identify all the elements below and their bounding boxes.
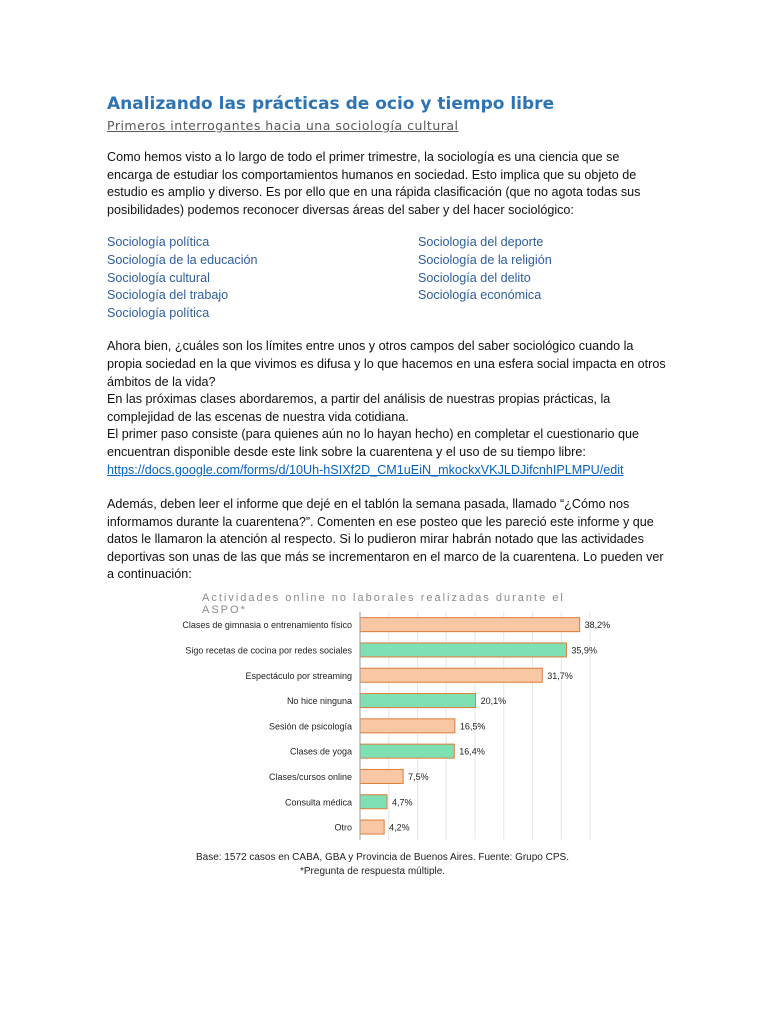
area-item: Sociología política bbox=[107, 235, 210, 250]
category-label: Otro bbox=[334, 822, 352, 833]
area-item: Sociología del trabajo bbox=[107, 288, 229, 303]
document-content bbox=[107, 93, 667, 584]
category-label: Consulta médica bbox=[284, 797, 352, 808]
value-label: 16,5% bbox=[459, 721, 486, 732]
limits-section bbox=[107, 338, 667, 479]
document-subtitle: Primeros interrogantes hacia una sociología cultural bbox=[107, 118, 459, 133]
form-link[interactable]: https://docs.google.com/forms/d/10Uh-hSIXf2D_CM1uEiN_mkockxVKJLDJifcnhIPLMPU/edit bbox=[107, 462, 624, 477]
value-label: 38,2% bbox=[584, 620, 611, 631]
value-label: 7,5% bbox=[408, 771, 429, 782]
value-label: 4,7% bbox=[392, 797, 413, 808]
category-label: Clases de gimnasia o entrenamiento físico bbox=[182, 620, 352, 631]
document-title: Analizando las prácticas de ocio y tiempo libre bbox=[107, 94, 555, 114]
chart-title: Actividades online no laborales realizadas durante el ASPO* bbox=[202, 592, 565, 616]
first-step-paragraph: El primer paso consiste (para quienes aún no lo hayan hecho) en completar el cuestionario que encuentran disponible desde este link sobre la cuarentena y el uso de su tiempo libre: bbox=[107, 427, 640, 459]
bar bbox=[360, 769, 403, 783]
category-label: Sesión de psicología bbox=[268, 721, 352, 732]
value-label: 35,9% bbox=[571, 645, 597, 656]
bar bbox=[360, 820, 384, 834]
bar bbox=[360, 668, 542, 682]
activities-bar-chart bbox=[160, 590, 611, 885]
category-label: Sigo recetas de cocina por redes sociales bbox=[185, 645, 352, 656]
category-label: No hice ninguna bbox=[286, 696, 352, 707]
value-label: 31,7% bbox=[547, 670, 573, 681]
category-label: Clases/cursos online bbox=[268, 771, 352, 782]
area-item: Sociología de la educación bbox=[107, 252, 258, 267]
area-item: Sociología del delito bbox=[418, 270, 531, 285]
area-item: Sociología del deporte bbox=[418, 235, 544, 250]
next-classes-paragraph: En las próximas clases abordaremos, a partir del análisis de nuestras propias prácticas, la complejidad de las escenas de nuestra vida cotidiana. bbox=[107, 392, 611, 424]
value-label: 4,2% bbox=[389, 822, 410, 833]
value-label: 20,1% bbox=[480, 696, 507, 707]
bar bbox=[360, 694, 476, 708]
chart-note: *Pregunta de respuesta múltiple. bbox=[300, 866, 446, 877]
area-item: Sociología política bbox=[107, 305, 210, 320]
bar bbox=[360, 719, 455, 733]
area-item: Sociología de la religión bbox=[418, 252, 552, 267]
bar bbox=[360, 744, 454, 758]
sociology-areas-list bbox=[107, 234, 667, 322]
value-label: 16,4% bbox=[459, 746, 485, 757]
bar bbox=[360, 618, 580, 632]
category-label: Clases de yoga bbox=[289, 746, 352, 757]
area-item: Sociología cultural bbox=[107, 270, 210, 285]
chart-plot bbox=[160, 590, 611, 850]
bar bbox=[360, 643, 566, 657]
chart-source: Base: 1572 casos en CABA, GBA y Provincia de Buenos Aires. Fuente: Grupo CPS. bbox=[196, 852, 569, 863]
area-item: Sociología económica bbox=[418, 288, 542, 303]
intro-paragraph: Como hemos visto a lo largo de todo el primer trimestre, la sociología es una ciencia que se encarga de estudiar los comportamientos humanos en sociedad. Esto implica que su objeto de estudio es amplio y diverso. Es por ello que en una rápida clasificación (que no agota todas sus posibilidades) podemos reconocer diversas áreas del saber y del hacer sociológico: bbox=[107, 150, 641, 217]
category-label: Espectáculo por streaming bbox=[245, 670, 352, 681]
bar bbox=[360, 795, 387, 809]
areas-left-column bbox=[107, 234, 418, 322]
report-paragraph: Además, deben leer el informe que dejé en el tablón la semana pasada, llamado “¿Cómo nos informamos durante la cuarentena?”. Comenten en ese posteo que les pareció este informe y que datos le llamaron la atención al respecto. Si lo pudieron mirar habrán notado que las actividades deportivas son unas de las que más se incrementaron en el marco de la cuarentena. Lo pueden ver a continuación: bbox=[107, 497, 664, 582]
limits-paragraph: Ahora bien, ¿cuáles son los límites entre unos y otros campos del saber sociológico cuando la propia sociedad en la que vivimos es difusa y lo que hacemos en una esfera social impacta en otros ámbitos de la vida? bbox=[107, 339, 666, 389]
areas-right-column bbox=[418, 234, 552, 322]
